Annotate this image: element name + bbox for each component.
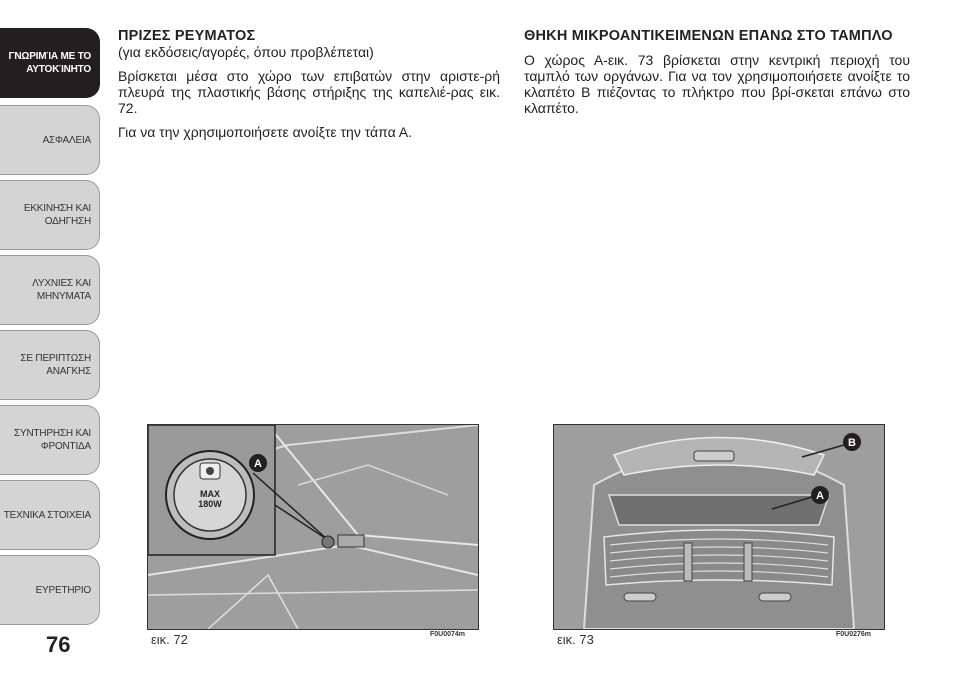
- label-a: A: [254, 458, 262, 470]
- figure-code: F0U0074m: [430, 631, 466, 638]
- tab-label: ΕΚΚΙΝΗΣΗ ΚΑΙ ΟΔΗΓΗΣΗ: [23, 203, 91, 227]
- section-subheading: (για εκδόσεις/αγορές, όπου προβλέπεται): [118, 44, 374, 60]
- tab-label: ΕΥΡΕΤΗΡΙΟ: [35, 584, 91, 596]
- tab-safety[interactable]: [0, 105, 100, 175]
- power-socket-illustration: [148, 425, 478, 629]
- tab-label: ΛΥΧΝΙΕΣ ΚΑΙ ΜΗΝΥΜΑΤΑ: [32, 278, 91, 302]
- tab-lights-messages[interactable]: [0, 255, 100, 325]
- dashboard-storage-section: [524, 28, 910, 124]
- tab-label: ΑΣΦΑΛΕΙΑ: [42, 134, 91, 146]
- label-a: A: [816, 490, 824, 502]
- tab-label: ΣΕ ΠΕΡΙΠΤΩΣΗ ΑΝΑΓΚΗΣ: [20, 353, 91, 377]
- tab-index[interactable]: [0, 555, 100, 625]
- dashboard-storage-illustration: [554, 425, 884, 629]
- tab-maintenance[interactable]: [0, 405, 100, 475]
- paragraph: Ο χώρος Α-εικ. 73 βρίσκεται στην κεντρική περιοχή του ταμπλό των οργάνων. Για να τον χρησιμοποιήσετε ανοίξτε το κλαπέτο Β πιέζοντας το πλήκτρο που βρί-σκεται επάνω στο κλαπέτο.: [524, 52, 910, 116]
- section-heading: ΠΡΙΖΕΣ ΡΕΥΜΑΤΟΣ: [118, 28, 256, 44]
- tab-starting-driving[interactable]: [0, 180, 100, 250]
- plug-text-max: MAX: [200, 489, 220, 499]
- tab-label: ΤΕΧΝΙΚΑ ΣΤΟΙΧΕΙΑ: [3, 509, 91, 521]
- tab-label: ΓΝΩΡΙΜΊΑ ΜΕ ΤΟ ΑΥΤΟΚΊΝΗΤΟ: [8, 51, 91, 75]
- figure-power-socket: [147, 424, 479, 630]
- paragraph: Για να την χρησιμοποιήσετε ανοίξτε την τάπα Α.: [118, 124, 413, 140]
- tab-label: ΣΥΝΤΗΡΗΣΗ ΚΑΙ ΦΡΟΝΤΙΔΑ: [14, 428, 91, 452]
- label-b: B: [848, 437, 856, 449]
- section-heading: ΘΗΚΗ ΜΙΚΡΟΑΝΤΙΚΕΙΜΕΝΩΝ ΕΠΑΝΩ ΣΤΟ ΤΑΜΠΛΟ: [524, 28, 893, 44]
- tab-technical-data[interactable]: [0, 480, 100, 550]
- tab-getting-to-know[interactable]: [0, 28, 100, 98]
- power-sockets-section: [118, 28, 500, 148]
- plug-text-watt: 180W: [198, 499, 222, 509]
- figure-dashboard-storage: [553, 424, 885, 630]
- paragraph: Βρίσκεται μέσα στο χώρο των επιβατών στην αριστε-ρή πλευρά της πλαστικής βάσης στήριξης της καπελιέ-ρας εικ. 72.: [118, 68, 500, 116]
- figure-caption: εικ. 73: [557, 632, 594, 647]
- page-number: 76: [46, 632, 71, 657]
- figure-code: F0U0276m: [836, 631, 872, 638]
- figure-caption: εικ. 72: [151, 632, 188, 647]
- tab-emergency[interactable]: [0, 330, 100, 400]
